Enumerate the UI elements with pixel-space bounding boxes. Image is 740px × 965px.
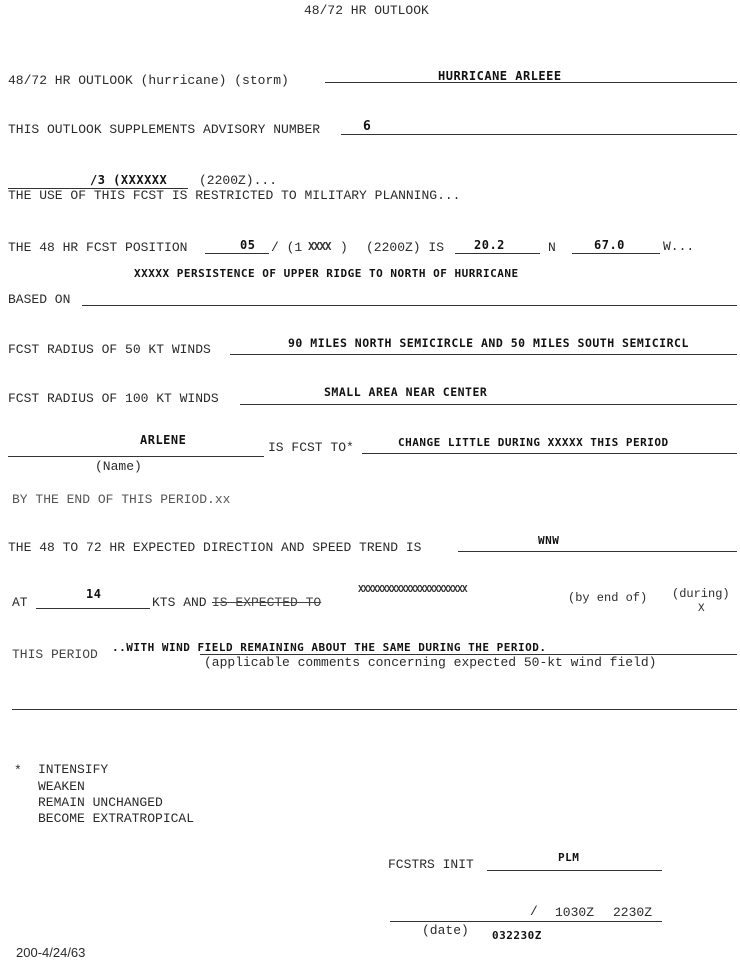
- position-time: (2200Z) IS: [366, 240, 445, 255]
- date-time-1: 1030Z: [555, 905, 595, 920]
- radius-50kt-line: [230, 354, 737, 355]
- outlook-type-label: 48/72 HR OUTLOOK (hurricane) (storm): [8, 73, 289, 88]
- forecasters-init-label: FCSTRS INIT: [388, 857, 474, 872]
- options-asterisk: *: [14, 763, 22, 778]
- basis-value: XXXXX PERSISTENCE OF UPPER RIDGE TO NORTH OF HURRICANE: [134, 267, 519, 280]
- advisory-number-value: 6: [363, 119, 372, 134]
- during-option: (during): [672, 587, 730, 601]
- option-weaken: WEAKEN: [38, 779, 85, 794]
- direction-trend-line: [458, 551, 737, 552]
- page-title: 48/72 HR OUTLOOK: [304, 3, 429, 18]
- position-close-paren: ): [340, 240, 348, 255]
- direction-trend-label: THE 48 TO 72 HR EXPECTED DIRECTION AND SPEED TREND IS: [8, 540, 422, 555]
- radius-100kt-line: [240, 404, 737, 405]
- speed-at-label: AT: [12, 595, 28, 610]
- fcst-to-line: [362, 453, 737, 454]
- radius-50kt-label: FCST RADIUS OF 50 KT WINDS: [8, 342, 211, 357]
- longitude-line: [572, 253, 660, 254]
- end-of-period-text: BY THE END OF THIS PERIOD.xx: [12, 492, 231, 507]
- kts-and-label: KTS AND: [152, 595, 207, 610]
- longitude-value: 67.0: [594, 238, 625, 252]
- based-on-line: [82, 305, 737, 306]
- date-time-2: 2230Z: [613, 905, 653, 920]
- speed-value: 14: [86, 587, 102, 601]
- restriction-notice: THE USE OF THIS FCST IS RESTRICTED TO MILITARY PLANNING...: [8, 188, 461, 203]
- storm-name-value: HURRICANE ARLEEE: [438, 69, 562, 83]
- name-caption: (Name): [95, 459, 142, 474]
- forecasters-init-value: PLM: [558, 851, 580, 864]
- date-slash: /: [530, 904, 538, 919]
- storm-name-field-line: [8, 456, 264, 457]
- speed-line: [36, 608, 150, 609]
- latitude-line: [455, 253, 540, 254]
- fcst-position-label: THE 48 HR FCST POSITION: [8, 240, 188, 255]
- direction-trend-value: WNW: [538, 534, 560, 547]
- fcst-to-value: CHANGE LITTLE DURING XXXXX THIS PERIOD: [398, 436, 669, 449]
- wind-field-comment: ..WITH WIND FIELD REMAINING ABOUT THE SAME DURING THE PERIOD.: [112, 641, 547, 654]
- blank-comment-line: [12, 709, 737, 710]
- option-become-extratropical: BECOME EXTRATROPICAL: [38, 811, 195, 826]
- advisory-number-line: [341, 134, 737, 135]
- option-intensify: INTENSIFY: [38, 762, 109, 777]
- position-slash: / (1: [271, 240, 303, 255]
- radius-100kt-label: FCST RADIUS OF 100 KT WINDS: [8, 391, 219, 406]
- by-end-of-option: (by end of): [568, 591, 648, 605]
- wind-field-caption: (applicable comments concerning expected 50-kt wind field): [204, 655, 657, 670]
- form-number: 200-4/24/63: [16, 945, 86, 960]
- expected-to-struck: IS EXPECTED TO: [212, 595, 322, 610]
- advisory-number-label: THIS OUTLOOK SUPPLEMENTS ADVISORY NUMBER: [8, 122, 321, 137]
- forecasters-init-line: [487, 870, 662, 871]
- position-day-value: 05: [240, 238, 256, 252]
- position-strikeout: XXXX: [308, 240, 331, 253]
- storm-name-line: [325, 82, 737, 83]
- latitude-value: 20.2: [474, 238, 505, 252]
- option-remain-unchanged: REMAIN UNCHANGED: [38, 795, 163, 810]
- advisory-time: (2200Z)...: [199, 173, 278, 188]
- radius-50kt-value: 90 MILES NORTH SEMICIRCLE AND 50 MILES SOUTH SEMICIRCL: [288, 336, 689, 350]
- date-caption: (date): [422, 923, 469, 938]
- expected-strikeout: XXXXXXXXXXXXXXXXXXXXXXX: [358, 584, 467, 595]
- storm-name-field-value: ARLENE: [140, 433, 187, 447]
- date-line: [390, 921, 662, 922]
- longitude-hemisphere: W...: [663, 239, 695, 254]
- advisory-date-value: /3 (XXXXXX: [90, 173, 168, 187]
- during-x-mark: X: [698, 603, 705, 615]
- latitude-hemisphere: N: [548, 240, 556, 255]
- based-on-label: BASED ON: [8, 292, 71, 307]
- fcst-to-label: IS FCST TO*: [268, 440, 354, 455]
- this-period-prefix: THIS PERIOD: [12, 647, 98, 662]
- position-day-line: [205, 253, 269, 254]
- radius-100kt-value: SMALL AREA NEAR CENTER: [324, 385, 488, 399]
- date-value: 032230Z: [492, 929, 542, 942]
